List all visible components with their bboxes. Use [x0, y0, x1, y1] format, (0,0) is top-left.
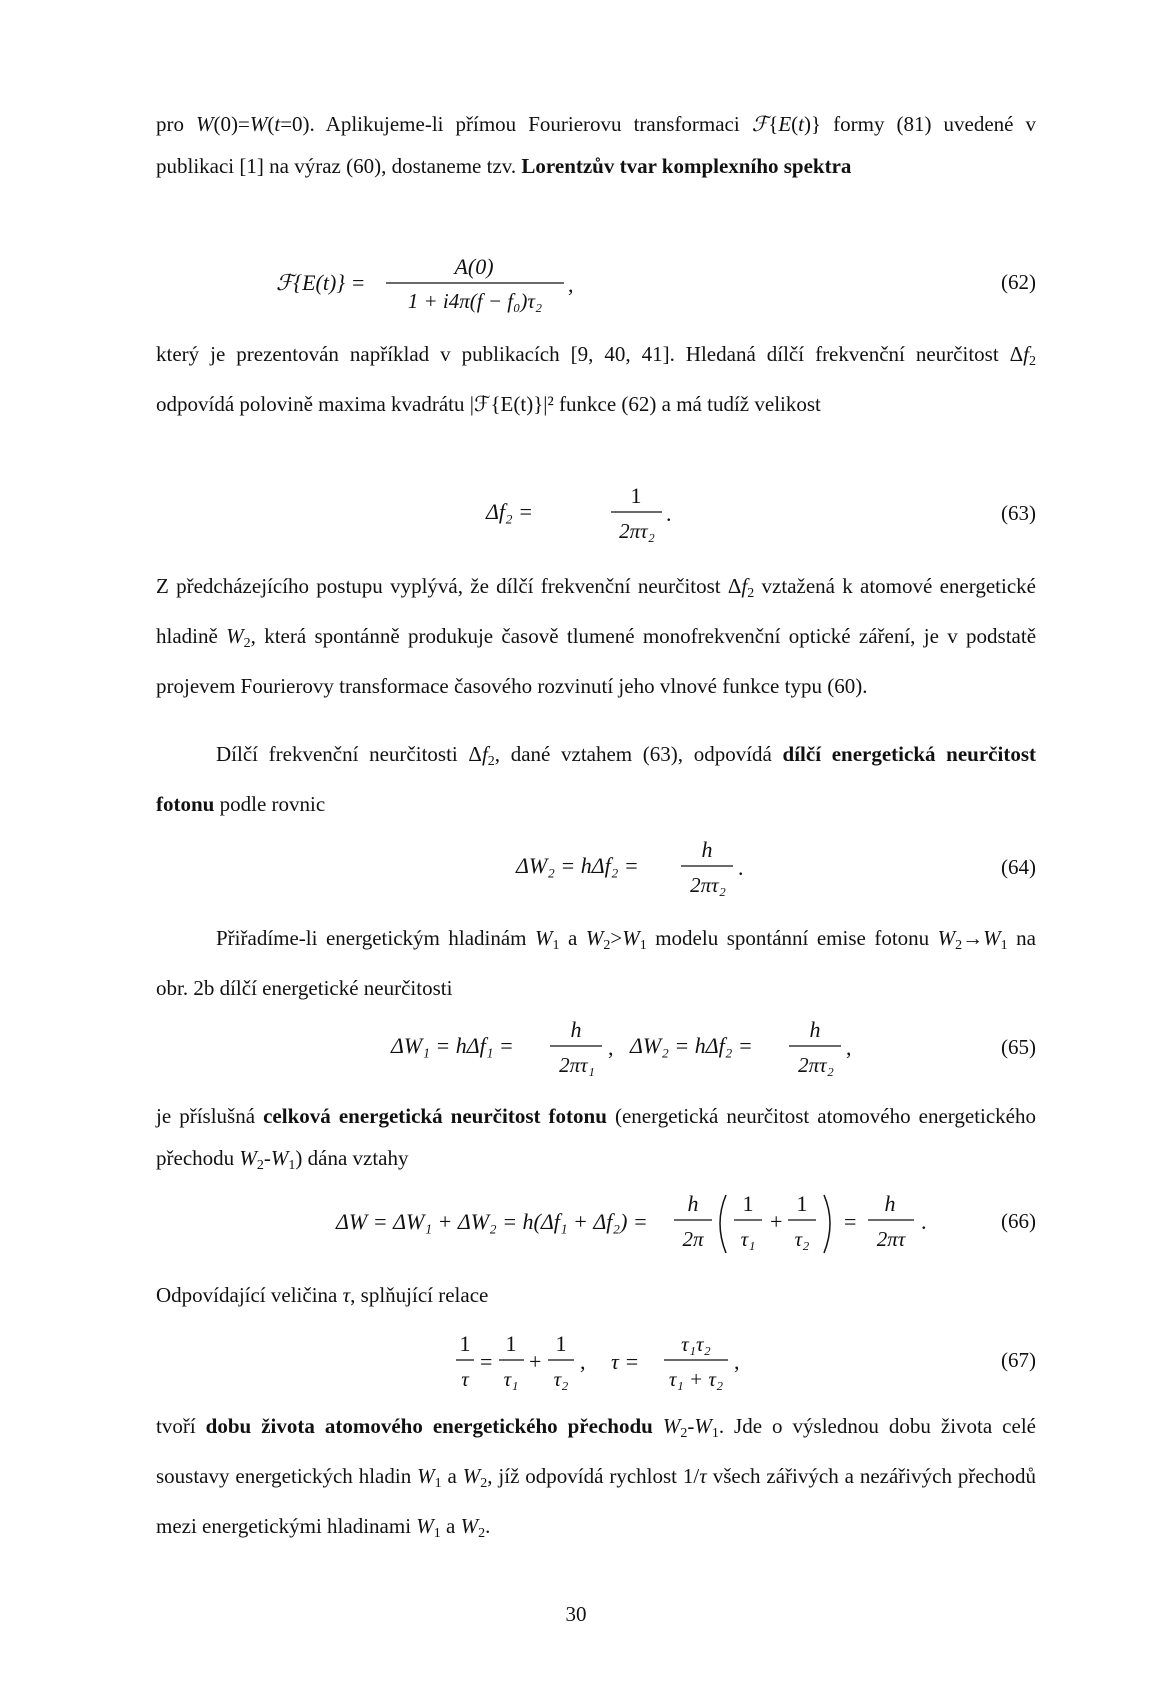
- svg-text:h: h: [884, 1191, 896, 1216]
- svg-text:1: 1: [459, 1331, 471, 1356]
- eq-denominator-2: 2πτ₂: [798, 1053, 834, 1077]
- svg-text:+: +: [529, 1349, 542, 1374]
- eq-lhs: ℱ{E(t)} =: [276, 270, 366, 295]
- bold-term: dobu života atomového energetického přechodu: [205, 1414, 663, 1438]
- eq-numerator: h: [701, 837, 713, 862]
- eq-denominator: 2πτ₂: [619, 519, 655, 543]
- equation-number: (66): [1001, 1209, 1036, 1233]
- eq-lhs: ΔW₂ = hΔf₂ =: [516, 853, 639, 878]
- equation-number: (64): [1001, 855, 1036, 879]
- paragraph-8: tvoří dobu života atomového energetického přechodu $W_2-W_1$. Jde o výslednou dobu života celé soustavy energetických hladin $W_1$ a $W_2$, jíž odpovídá rychlost 1/τ všech zářivých a nezářivých přechodů mezi energetickými hladinami $W_1$ a $W_2$.: [156, 1414, 1036, 1541]
- equation-66: [156, 1183, 1036, 1253]
- svg-text:1: 1: [796, 1191, 808, 1216]
- paragraph-6: je příslušná celková energetická neurčitost fotonu (energetická neurčitost atomového energetického přechodu $W_2-W_1$) dána vztahy: [156, 1104, 1037, 1173]
- equation-63: [156, 483, 1036, 553]
- eq-lhs-2: ΔW₂ = hΔf₂ =: [630, 1033, 753, 1058]
- svg-text:τ₁: τ₁: [740, 1227, 756, 1251]
- svg-text:=: =: [480, 1349, 493, 1374]
- eq-lhs: Δf₂ =: [486, 499, 534, 524]
- svg-text:τ₁τ₂: τ₁τ₂: [681, 1332, 711, 1356]
- eq-denominator: 1 + i4π(f − f₀)τ₂: [407, 289, 543, 313]
- bold-term: dílčí energetická neurčitost fotonu: [156, 742, 1036, 816]
- svg-text:τ₂: τ₂: [553, 1367, 569, 1391]
- equation-number: (65): [1001, 1035, 1036, 1059]
- eq-numerator-1: h: [570, 1017, 582, 1042]
- paragraph-3: Z předcházejícího postupu vyplývá, že dílčí frekvenční neurčitost $\Delta f_2$ vztažená k atomové energetické hladině $W_2$, která spontánně produkuje časově tlumené monofrekvenční optické záření, je v podstatě projevem Fourierovy transformace časového rozvinutí jeho vlnové funkce typu (60).: [156, 574, 1037, 698]
- equation-67: [156, 1321, 1036, 1391]
- svg-text:=: =: [844, 1209, 857, 1234]
- eq-lhs: ΔW = ΔW₁ + ΔW₂ = h(Δf₁ + Δf₂) =: [336, 1209, 648, 1234]
- svg-text:1: 1: [555, 1331, 567, 1356]
- equation-62: [156, 250, 1036, 320]
- eq-numerator: 1: [630, 483, 642, 508]
- svg-text:τ₁ + τ₂: τ₁ + τ₂: [668, 1367, 724, 1391]
- svg-text:,: ,: [734, 1349, 740, 1374]
- eq-numerator-2: h: [809, 1017, 821, 1042]
- svg-text:τ =: τ =: [611, 1349, 640, 1374]
- svg-text:τ₁: τ₁: [503, 1367, 519, 1391]
- paragraph-2: který je prezentován například v publikacích [9, 40, 41]. Hledaná dílčí frekvenční neurčitost $\Delta f_2$ odpovídá polovině maxima kvadrátu |ℱ{E(t)}|² funkce (62) a má tudíž velikost: [156, 342, 1036, 416]
- eq-denominator: 2πτ₂: [690, 873, 726, 897]
- equation-64: [156, 835, 1036, 905]
- eq-numerator: A(0): [454, 254, 494, 279]
- equation-number: (63): [1001, 501, 1036, 525]
- svg-text:,: ,: [568, 272, 574, 297]
- svg-text:+: +: [770, 1209, 783, 1234]
- eq-denominator-1: 2πτ₁: [559, 1053, 595, 1077]
- svg-text:,: ,: [608, 1035, 614, 1060]
- eq-lhs-1: ΔW₁ = hΔf₁ =: [391, 1033, 514, 1058]
- svg-text:,: ,: [580, 1349, 586, 1374]
- svg-text:,: ,: [846, 1035, 852, 1060]
- svg-text:.: .: [921, 1209, 927, 1234]
- svg-text:2π: 2π: [682, 1227, 704, 1251]
- svg-text:1: 1: [505, 1331, 517, 1356]
- svg-text:τ: τ: [461, 1367, 469, 1391]
- page-number: 30: [565, 1602, 587, 1626]
- equation-number: (62): [1001, 270, 1036, 294]
- svg-text:.: .: [738, 855, 744, 880]
- svg-text:1: 1: [742, 1191, 754, 1216]
- svg-text:2πτ: 2πτ: [876, 1227, 906, 1251]
- svg-text:h: h: [687, 1191, 699, 1216]
- svg-text:.: .: [666, 501, 672, 526]
- equation-number: (67): [1001, 1348, 1036, 1372]
- bold-term: Lorentzův tvar komplexního spektra: [521, 154, 852, 178]
- svg-text:τ₂: τ₂: [794, 1227, 810, 1251]
- bold-term: celková energetická neurčitost fotonu: [263, 1104, 607, 1128]
- paragraph-1: pro W(0)=W(t=0). Aplikujeme-li přímou Fourierovu transformaci ℱ{E(t)} formy (81) uvedené v publikaci [1] na výraz (60), dostaneme tzv. Lorentzův tvar komplexního spektra: [156, 112, 1036, 178]
- paragraph-5: Přiřadíme-li energetickým hladinám $W_1$ a $W_2>W_1$ modelu spontánní emise fotonu $W_2\to W_1$ na obr. 2b dílčí energetické neurčitosti: [156, 926, 1036, 1000]
- paragraph-4: Dílčí frekvenční neurčitosti $\Delta f_2$, dané vztahem (63), odpovídá dílčí energetická neurčitost fotonu podle rovnic: [156, 742, 1036, 816]
- equation-65: [156, 1013, 1036, 1083]
- paragraph-7: Odpovídající veličina τ, splňující relace: [156, 1283, 489, 1307]
